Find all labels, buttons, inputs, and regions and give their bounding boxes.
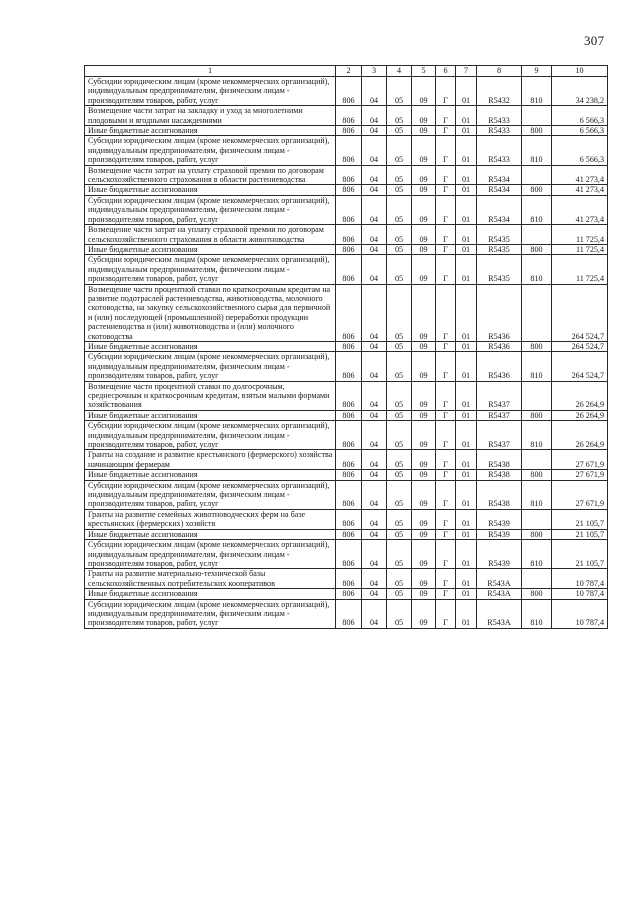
cell-section-code: 04 <box>362 480 387 509</box>
cell-ministry-code: 806 <box>336 450 362 470</box>
cell-event-code: 01 <box>456 540 477 569</box>
cell-expense-type: 800 <box>522 341 552 351</box>
column-header: 8 <box>477 66 522 77</box>
cell-ministry-code: 806 <box>336 195 362 224</box>
cell-subprogram-code: Г <box>436 77 456 106</box>
cell-description: Иные бюджетные ассигнования <box>85 529 336 539</box>
table-row <box>85 352 608 381</box>
cell-program-code: 09 <box>412 529 436 539</box>
cell-ministry-code: 806 <box>336 225 362 245</box>
table-row <box>85 341 608 351</box>
cell-ministry-code: 806 <box>336 255 362 284</box>
cell-section-code: 04 <box>362 341 387 351</box>
cell-event-code: 01 <box>456 126 477 136</box>
cell-event-code: 01 <box>456 284 477 341</box>
table-row <box>85 255 608 284</box>
cell-event-code: 01 <box>456 195 477 224</box>
cell-ministry-code: 806 <box>336 352 362 381</box>
cell-section-code: 04 <box>362 569 387 589</box>
cell-ministry-code: 806 <box>336 410 362 420</box>
cell-subsection-code: 05 <box>387 599 412 628</box>
cell-direction-code: R5434 <box>477 195 522 224</box>
cell-subsection-code: 05 <box>387 540 412 569</box>
table-row <box>85 225 608 245</box>
cell-description: Иные бюджетные ассигнования <box>85 244 336 254</box>
cell-subsection-code: 05 <box>387 410 412 420</box>
cell-section-code: 04 <box>362 225 387 245</box>
cell-subsection-code: 05 <box>387 195 412 224</box>
cell-description: Гранты на создание и развитие крестьянского (фермерского) хозяйства начинающим фермерам <box>85 450 336 470</box>
cell-subprogram-code: Г <box>436 136 456 165</box>
cell-amount: 11 725,4 <box>552 244 608 254</box>
cell-subsection-code: 05 <box>387 529 412 539</box>
cell-section-code: 04 <box>362 284 387 341</box>
cell-expense-type <box>522 284 552 341</box>
cell-section-code: 04 <box>362 195 387 224</box>
cell-section-code: 04 <box>362 529 387 539</box>
cell-ministry-code: 806 <box>336 589 362 599</box>
cell-direction-code: R5437 <box>477 410 522 420</box>
cell-subprogram-code: Г <box>436 589 456 599</box>
cell-event-code: 01 <box>456 244 477 254</box>
cell-subprogram-code: Г <box>436 509 456 529</box>
cell-amount: 26 264,9 <box>552 381 608 410</box>
cell-ministry-code: 806 <box>336 106 362 126</box>
cell-description: Возмещение части затрат на уплату страховой премии по договорам сельскохозяйственного страхования в области растениеводства <box>85 165 336 185</box>
cell-description: Иные бюджетные ассигнования <box>85 185 336 195</box>
cell-amount: 10 787,4 <box>552 599 608 628</box>
cell-section-code: 04 <box>362 470 387 480</box>
cell-subsection-code: 05 <box>387 509 412 529</box>
cell-section-code: 04 <box>362 106 387 126</box>
cell-section-code: 04 <box>362 244 387 254</box>
cell-amount: 11 725,4 <box>552 225 608 245</box>
cell-program-code: 09 <box>412 195 436 224</box>
cell-description: Субсидии юридическим лицам (кроме некоммерческих организаций), индивидуальным предпринимателям, физическим лицам - производителям товаров, работ, услуг <box>85 195 336 224</box>
cell-expense-type <box>522 450 552 470</box>
budget-table <box>84 65 608 629</box>
cell-event-code: 01 <box>456 410 477 420</box>
cell-program-code: 09 <box>412 185 436 195</box>
cell-event-code: 01 <box>456 480 477 509</box>
cell-direction-code: R543A <box>477 589 522 599</box>
cell-amount: 27 671,9 <box>552 450 608 470</box>
cell-section-code: 04 <box>362 450 387 470</box>
cell-amount: 10 787,4 <box>552 589 608 599</box>
cell-program-code: 09 <box>412 540 436 569</box>
cell-program-code: 09 <box>412 165 436 185</box>
cell-expense-type: 810 <box>522 136 552 165</box>
cell-event-code: 01 <box>456 470 477 480</box>
cell-expense-type: 810 <box>522 195 552 224</box>
cell-subsection-code: 05 <box>387 341 412 351</box>
cell-description: Субсидии юридическим лицам (кроме некоммерческих организаций), индивидуальным предпринимателям, физическим лицам - производителям товаров, работ, услуг <box>85 352 336 381</box>
cell-ministry-code: 806 <box>336 381 362 410</box>
cell-subprogram-code: Г <box>436 126 456 136</box>
table-row <box>85 165 608 185</box>
cell-ministry-code: 806 <box>336 421 362 450</box>
cell-section-code: 04 <box>362 126 387 136</box>
cell-subsection-code: 05 <box>387 126 412 136</box>
cell-event-code: 01 <box>456 509 477 529</box>
cell-description: Иные бюджетные ассигнования <box>85 589 336 599</box>
cell-ministry-code: 806 <box>336 244 362 254</box>
cell-program-code: 09 <box>412 136 436 165</box>
cell-event-code: 01 <box>456 136 477 165</box>
table-row <box>85 599 608 628</box>
cell-direction-code: R5433 <box>477 136 522 165</box>
cell-description: Субсидии юридическим лицам (кроме некоммерческих организаций), индивидуальным предпринимателям, физическим лицам - производителям товаров, работ, услуг <box>85 480 336 509</box>
cell-subsection-code: 05 <box>387 569 412 589</box>
cell-subsection-code: 05 <box>387 480 412 509</box>
cell-subprogram-code: Г <box>436 185 456 195</box>
cell-description: Иные бюджетные ассигнования <box>85 341 336 351</box>
cell-direction-code: R5436 <box>477 284 522 341</box>
cell-event-code: 01 <box>456 599 477 628</box>
cell-event-code: 01 <box>456 106 477 126</box>
cell-ministry-code: 806 <box>336 480 362 509</box>
cell-event-code: 01 <box>456 225 477 245</box>
cell-expense-type <box>522 509 552 529</box>
cell-expense-type: 800 <box>522 244 552 254</box>
cell-direction-code: R5437 <box>477 381 522 410</box>
table-row <box>85 540 608 569</box>
cell-description: Субсидии юридическим лицам (кроме некоммерческих организаций), индивидуальным предпринимателям, физическим лицам - производителям товаров, работ, услуг <box>85 255 336 284</box>
cell-expense-type <box>522 165 552 185</box>
cell-expense-type: 800 <box>522 470 552 480</box>
cell-expense-type <box>522 381 552 410</box>
table-row <box>85 480 608 509</box>
cell-event-code: 01 <box>456 529 477 539</box>
column-header: 1 <box>85 66 336 77</box>
cell-description: Гранты на развитие семейных животноводческих ферм на базе крестьянских (фермерских) хозяйств <box>85 509 336 529</box>
cell-subsection-code: 05 <box>387 136 412 165</box>
cell-subsection-code: 05 <box>387 284 412 341</box>
cell-subprogram-code: Г <box>436 341 456 351</box>
cell-amount: 10 787,4 <box>552 569 608 589</box>
cell-section-code: 04 <box>362 185 387 195</box>
cell-event-code: 01 <box>456 165 477 185</box>
cell-program-code: 09 <box>412 589 436 599</box>
cell-direction-code: R5438 <box>477 480 522 509</box>
cell-description: Субсидии юридическим лицам (кроме некоммерческих организаций), индивидуальным предпринимателям, физическим лицам - производителям товаров, работ, услуг <box>85 599 336 628</box>
table-row <box>85 569 608 589</box>
table-row <box>85 77 608 106</box>
cell-ministry-code: 806 <box>336 599 362 628</box>
cell-subprogram-code: Г <box>436 421 456 450</box>
cell-amount: 264 524,7 <box>552 341 608 351</box>
table-row <box>85 589 608 599</box>
cell-ministry-code: 806 <box>336 165 362 185</box>
cell-section-code: 04 <box>362 589 387 599</box>
cell-subsection-code: 05 <box>387 381 412 410</box>
cell-program-code: 09 <box>412 480 436 509</box>
cell-program-code: 09 <box>412 410 436 420</box>
cell-expense-type: 810 <box>522 540 552 569</box>
cell-expense-type: 810 <box>522 255 552 284</box>
cell-direction-code: R5439 <box>477 540 522 569</box>
cell-event-code: 01 <box>456 421 477 450</box>
cell-amount: 6 566,3 <box>552 136 608 165</box>
cell-direction-code: R5433 <box>477 126 522 136</box>
cell-subsection-code: 05 <box>387 352 412 381</box>
cell-description: Субсидии юридическим лицам (кроме некоммерческих организаций), индивидуальным предпринимателям, физическим лицам - производителям товаров, работ, услуг <box>85 540 336 569</box>
cell-amount: 41 273,4 <box>552 195 608 224</box>
cell-subsection-code: 05 <box>387 106 412 126</box>
cell-description: Иные бюджетные ассигнования <box>85 470 336 480</box>
column-header: 9 <box>522 66 552 77</box>
cell-expense-type: 810 <box>522 599 552 628</box>
cell-program-code: 09 <box>412 470 436 480</box>
table-row <box>85 529 608 539</box>
cell-event-code: 01 <box>456 352 477 381</box>
cell-program-code: 09 <box>412 352 436 381</box>
cell-subsection-code: 05 <box>387 450 412 470</box>
cell-direction-code: R5438 <box>477 470 522 480</box>
cell-expense-type: 800 <box>522 410 552 420</box>
cell-section-code: 04 <box>362 352 387 381</box>
cell-subsection-code: 05 <box>387 421 412 450</box>
cell-program-code: 09 <box>412 341 436 351</box>
cell-event-code: 01 <box>456 185 477 195</box>
cell-program-code: 09 <box>412 450 436 470</box>
column-header: 6 <box>436 66 456 77</box>
cell-expense-type <box>522 569 552 589</box>
cell-amount: 11 725,4 <box>552 255 608 284</box>
column-header: 3 <box>362 66 387 77</box>
cell-subprogram-code: Г <box>436 540 456 569</box>
cell-program-code: 09 <box>412 106 436 126</box>
cell-expense-type: 810 <box>522 352 552 381</box>
table-row <box>85 381 608 410</box>
cell-subsection-code: 05 <box>387 470 412 480</box>
cell-description: Возмещение части процентной ставки по краткосрочным кредитам на развитие подотраслей растениеводства, животноводства, молочного скотоводства, на закупку сельскохозяйственного сырья для первичной и (или) последующей (промышленной) переработки продукции растениеводства и (или) животноводства и (или) молочного скотоводства <box>85 284 336 341</box>
table-header-row <box>85 66 608 77</box>
table-row <box>85 509 608 529</box>
cell-description: Возмещение части затрат на закладку и уход за многолетними плодовыми и ягодными насаждениями <box>85 106 336 126</box>
cell-program-code: 09 <box>412 421 436 450</box>
cell-program-code: 09 <box>412 569 436 589</box>
cell-ministry-code: 806 <box>336 540 362 569</box>
cell-amount: 27 671,9 <box>552 470 608 480</box>
cell-description: Субсидии юридическим лицам (кроме некоммерческих организаций), индивидуальным предпринимателям, физическим лицам - производителям товаров, работ, услуг <box>85 136 336 165</box>
column-header: 10 <box>552 66 608 77</box>
cell-program-code: 09 <box>412 381 436 410</box>
cell-direction-code: R543A <box>477 569 522 589</box>
cell-description: Гранты на развитие материально-технической базы сельскохозяйственных потребительских кооперативов <box>85 569 336 589</box>
cell-event-code: 01 <box>456 341 477 351</box>
cell-amount: 264 524,7 <box>552 284 608 341</box>
cell-section-code: 04 <box>362 165 387 185</box>
cell-ministry-code: 806 <box>336 126 362 136</box>
cell-section-code: 04 <box>362 509 387 529</box>
cell-amount: 6 566,3 <box>552 106 608 126</box>
cell-amount: 41 273,4 <box>552 185 608 195</box>
cell-amount: 34 238,2 <box>552 77 608 106</box>
cell-ministry-code: 806 <box>336 529 362 539</box>
cell-expense-type: 810 <box>522 480 552 509</box>
cell-amount: 41 273,4 <box>552 165 608 185</box>
cell-ministry-code: 806 <box>336 284 362 341</box>
cell-subprogram-code: Г <box>436 410 456 420</box>
cell-subprogram-code: Г <box>436 352 456 381</box>
page-number: 307 <box>584 33 605 48</box>
cell-direction-code: R5438 <box>477 450 522 470</box>
cell-subprogram-code: Г <box>436 381 456 410</box>
cell-direction-code: R5433 <box>477 106 522 126</box>
cell-amount: 26 264,9 <box>552 410 608 420</box>
cell-direction-code: R5439 <box>477 509 522 529</box>
cell-section-code: 04 <box>362 540 387 569</box>
cell-direction-code: R5434 <box>477 185 522 195</box>
cell-subsection-code: 05 <box>387 255 412 284</box>
cell-event-code: 01 <box>456 450 477 470</box>
cell-subsection-code: 05 <box>387 225 412 245</box>
cell-program-code: 09 <box>412 284 436 341</box>
cell-subsection-code: 05 <box>387 244 412 254</box>
cell-amount: 21 105,7 <box>552 509 608 529</box>
cell-program-code: 09 <box>412 126 436 136</box>
cell-description: Субсидии юридическим лицам (кроме некоммерческих организаций), индивидуальным предпринимателям, физическим лицам - производителям товаров, работ, услуг <box>85 421 336 450</box>
cell-ministry-code: 806 <box>336 185 362 195</box>
cell-program-code: 09 <box>412 244 436 254</box>
table-row <box>85 195 608 224</box>
cell-direction-code: R5435 <box>477 244 522 254</box>
cell-direction-code: R5439 <box>477 529 522 539</box>
table-row <box>85 126 608 136</box>
table-row <box>85 450 608 470</box>
cell-expense-type <box>522 106 552 126</box>
cell-subprogram-code: Г <box>436 470 456 480</box>
column-header: 7 <box>456 66 477 77</box>
cell-subprogram-code: Г <box>436 165 456 185</box>
cell-event-code: 01 <box>456 381 477 410</box>
cell-program-code: 09 <box>412 599 436 628</box>
cell-subsection-code: 05 <box>387 185 412 195</box>
table-row <box>85 244 608 254</box>
cell-expense-type <box>522 225 552 245</box>
cell-subprogram-code: Г <box>436 450 456 470</box>
cell-section-code: 04 <box>362 410 387 420</box>
cell-description: Иные бюджетные ассигнования <box>85 410 336 420</box>
column-header: 2 <box>336 66 362 77</box>
cell-subsection-code: 05 <box>387 589 412 599</box>
cell-subprogram-code: Г <box>436 284 456 341</box>
cell-event-code: 01 <box>456 255 477 284</box>
column-header: 4 <box>387 66 412 77</box>
cell-description: Возмещение части затрат на уплату страховой премии по договорам сельскохозяйственного страхования в области животноводства <box>85 225 336 245</box>
cell-subsection-code: 05 <box>387 165 412 185</box>
cell-description: Возмещение части процентной ставки по долгосрочным, среднесрочным и краткосрочным кредитам, взятым малыми формами хозяйствования <box>85 381 336 410</box>
cell-section-code: 04 <box>362 381 387 410</box>
cell-subprogram-code: Г <box>436 225 456 245</box>
cell-expense-type: 800 <box>522 126 552 136</box>
cell-subprogram-code: Г <box>436 255 456 284</box>
cell-section-code: 04 <box>362 255 387 284</box>
cell-direction-code: R5435 <box>477 255 522 284</box>
cell-expense-type: 810 <box>522 421 552 450</box>
table-row <box>85 185 608 195</box>
cell-subprogram-code: Г <box>436 529 456 539</box>
table-row <box>85 410 608 420</box>
cell-ministry-code: 806 <box>336 509 362 529</box>
cell-ministry-code: 806 <box>336 569 362 589</box>
cell-direction-code: R5432 <box>477 77 522 106</box>
table-row <box>85 470 608 480</box>
cell-amount: 21 105,7 <box>552 529 608 539</box>
cell-expense-type: 800 <box>522 529 552 539</box>
table-row <box>85 284 608 341</box>
cell-subprogram-code: Г <box>436 569 456 589</box>
cell-description: Иные бюджетные ассигнования <box>85 126 336 136</box>
cell-section-code: 04 <box>362 136 387 165</box>
cell-ministry-code: 806 <box>336 470 362 480</box>
cell-amount: 264 524,7 <box>552 352 608 381</box>
cell-program-code: 09 <box>412 77 436 106</box>
cell-direction-code: R5434 <box>477 165 522 185</box>
cell-program-code: 09 <box>412 255 436 284</box>
cell-program-code: 09 <box>412 509 436 529</box>
table-row <box>85 421 608 450</box>
cell-direction-code: R543A <box>477 599 522 628</box>
cell-amount: 27 671,9 <box>552 480 608 509</box>
table-row <box>85 136 608 165</box>
cell-subprogram-code: Г <box>436 480 456 509</box>
cell-event-code: 01 <box>456 589 477 599</box>
table-row <box>85 106 608 126</box>
cell-direction-code: R5436 <box>477 352 522 381</box>
cell-direction-code: R5437 <box>477 421 522 450</box>
cell-expense-type: 800 <box>522 589 552 599</box>
cell-subprogram-code: Г <box>436 106 456 126</box>
cell-subsection-code: 05 <box>387 77 412 106</box>
cell-amount: 6 566,3 <box>552 126 608 136</box>
cell-expense-type: 810 <box>522 77 552 106</box>
cell-section-code: 04 <box>362 77 387 106</box>
cell-section-code: 04 <box>362 599 387 628</box>
cell-subprogram-code: Г <box>436 244 456 254</box>
cell-event-code: 01 <box>456 77 477 106</box>
cell-direction-code: R5435 <box>477 225 522 245</box>
cell-description: Субсидии юридическим лицам (кроме некоммерческих организаций), индивидуальным предпринимателям, физическим лицам - производителям товаров, работ, услуг <box>85 77 336 106</box>
column-header: 5 <box>412 66 436 77</box>
cell-ministry-code: 806 <box>336 341 362 351</box>
cell-program-code: 09 <box>412 225 436 245</box>
cell-expense-type: 800 <box>522 185 552 195</box>
cell-amount: 21 105,7 <box>552 540 608 569</box>
cell-section-code: 04 <box>362 421 387 450</box>
cell-subprogram-code: Г <box>436 599 456 628</box>
cell-event-code: 01 <box>456 569 477 589</box>
cell-direction-code: R5436 <box>477 341 522 351</box>
cell-ministry-code: 806 <box>336 77 362 106</box>
cell-ministry-code: 806 <box>336 136 362 165</box>
cell-amount: 26 264,9 <box>552 421 608 450</box>
cell-subprogram-code: Г <box>436 195 456 224</box>
